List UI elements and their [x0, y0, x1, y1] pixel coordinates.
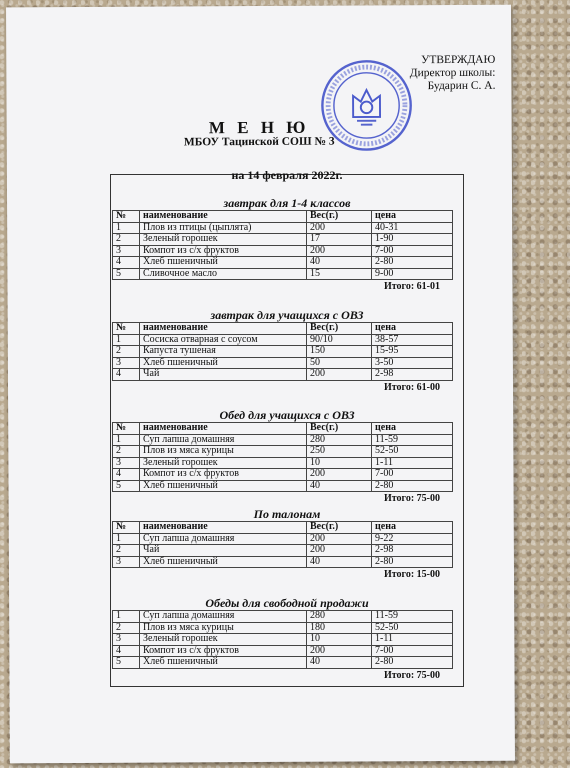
cell-price: 3-50 — [372, 357, 453, 369]
menu-table — [112, 322, 453, 381]
cell-num: 2 — [113, 346, 140, 358]
cell-price: 1-90 — [372, 234, 453, 246]
cell-name: Суп лапша домашняя — [140, 533, 307, 545]
table-row — [113, 357, 453, 369]
table-header-row — [113, 522, 453, 534]
cell-name: Компот из с/х фруктов — [140, 245, 307, 257]
cell-weight: 150 — [307, 346, 372, 358]
cell-price: 52-50 — [372, 446, 453, 458]
cell-num: 1 — [113, 434, 140, 446]
cell-name: Компот из с/х фруктов — [140, 645, 307, 657]
table-row — [113, 346, 453, 358]
cell-weight: 280 — [307, 434, 372, 446]
table-row — [113, 545, 453, 557]
section-title: По талонам — [253, 507, 321, 521]
table-header-row — [113, 423, 453, 435]
cell-name: Хлеб пшеничный — [140, 257, 307, 269]
approval-signer: Бударин С. А. — [427, 79, 496, 93]
menu-table — [112, 210, 453, 280]
cell-price: 15-95 — [372, 346, 453, 358]
cell-name: Зеленый горошек — [140, 234, 307, 246]
menu-date: на 14 февраля 2022г. — [231, 168, 343, 182]
section-total: Итого: 15-00 — [383, 569, 440, 580]
column-header-name: наименование — [140, 423, 307, 435]
cell-weight: 200 — [307, 545, 372, 557]
table-row — [113, 634, 453, 646]
table-row — [113, 611, 453, 623]
cell-price: 9-22 — [372, 533, 453, 545]
table-header-row — [113, 323, 453, 335]
cell-price: 11-59 — [372, 611, 453, 623]
cell-price: 2-80 — [372, 480, 453, 492]
cell-num: 1 — [113, 334, 140, 346]
cell-name: Хлеб пшеничный — [140, 357, 307, 369]
menu-table — [112, 521, 453, 568]
column-header-price: цена — [372, 423, 453, 435]
section-title: завтрак для 1-4 классов — [223, 196, 351, 210]
cell-num: 3 — [113, 357, 140, 369]
cell-weight: 40 — [307, 480, 372, 492]
menu-section — [110, 408, 464, 505]
cell-name: Плов из мяса курицы — [140, 446, 307, 458]
cell-weight: 10 — [307, 634, 372, 646]
cell-num: 3 — [113, 634, 140, 646]
cell-num: 1 — [113, 533, 140, 545]
section-total: Итого: 61-01 — [383, 281, 440, 292]
column-header-weight: Вес(г.) — [307, 522, 372, 534]
cell-weight: 200 — [307, 369, 372, 381]
menu-section — [110, 196, 464, 293]
cell-weight: 10 — [307, 457, 372, 469]
cell-weight: 250 — [307, 446, 372, 458]
cell-price: 40-31 — [372, 222, 453, 234]
approval-position: Директор школы: — [409, 66, 496, 80]
section-title: Обед для учащихся с ОВЗ — [219, 408, 355, 422]
cell-weight: 40 — [307, 657, 372, 669]
cell-name: Плов из мяса курицы — [140, 622, 307, 634]
cell-name: Хлеб пшеничный — [140, 480, 307, 492]
section-title: завтрак для учащихся с ОВЗ — [210, 308, 364, 322]
cell-name: Зеленый горошек — [140, 634, 307, 646]
cell-name: Сосиска отварная с соусом — [140, 334, 307, 346]
cell-weight: 200 — [307, 245, 372, 257]
cell-name: Суп лапша домашняя — [140, 434, 307, 446]
table-row — [113, 446, 453, 458]
cell-price: 7-00 — [372, 469, 453, 481]
cell-num: 3 — [113, 556, 140, 568]
cell-weight: 180 — [307, 622, 372, 634]
cell-name: Чай — [140, 369, 307, 381]
cell-num: 5 — [113, 657, 140, 669]
column-header-name: наименование — [140, 522, 307, 534]
cell-price: 7-00 — [372, 645, 453, 657]
cell-name: Чай — [140, 545, 307, 557]
table-row — [113, 434, 453, 446]
column-header-name: наименование — [140, 211, 307, 223]
cell-num: 3 — [113, 457, 140, 469]
cell-weight: 280 — [307, 611, 372, 623]
section-total: Итого: 75-00 — [383, 493, 440, 504]
cell-price: 2-80 — [372, 556, 453, 568]
approval-block — [410, 54, 496, 93]
cell-price: 2-80 — [372, 657, 453, 669]
section-total: Итого: 75-00 — [383, 669, 440, 681]
table-row — [113, 234, 453, 246]
cell-name: Суп лапша домашняя — [140, 611, 307, 623]
table-row — [113, 480, 453, 492]
cell-weight: 15 — [307, 268, 372, 280]
cell-price: 2-98 — [372, 545, 453, 557]
cell-num: 4 — [113, 645, 140, 657]
menu-section — [110, 308, 464, 394]
column-header-price: цена — [372, 323, 453, 335]
cell-num: 2 — [113, 545, 140, 557]
cell-price: 11-59 — [372, 434, 453, 446]
column-header-weight: Вес(г.) — [307, 211, 372, 223]
cell-weight: 40 — [307, 556, 372, 568]
cell-num: 1 — [113, 611, 140, 623]
column-header-price: цена — [372, 522, 453, 534]
menu-section — [110, 596, 464, 682]
menu-table — [112, 610, 453, 669]
column-header-weight: Вес(г.) — [307, 323, 372, 335]
cell-num: 2 — [113, 446, 140, 458]
table-row — [113, 222, 453, 234]
cell-price: 7-00 — [372, 245, 453, 257]
menu-table — [112, 422, 453, 492]
cell-price: 2-98 — [372, 369, 453, 381]
cell-weight: 200 — [307, 469, 372, 481]
cell-num: 4 — [113, 257, 140, 269]
cell-price: 9-00 — [372, 268, 453, 280]
cell-num: 2 — [113, 234, 140, 246]
section-title: Обеды для свободной продажи — [205, 596, 369, 610]
school-name: МБОУ Тацинской СОШ № 3 — [183, 135, 335, 149]
cell-weight: 200 — [307, 645, 372, 657]
cell-name: Компот из с/х фруктов — [140, 469, 307, 481]
column-header-weight: Вес(г.) — [307, 423, 372, 435]
table-row — [113, 245, 453, 257]
cell-num: 1 — [113, 222, 140, 234]
column-header-name: наименование — [140, 323, 307, 335]
column-header-price: цена — [372, 211, 453, 223]
table-row — [113, 469, 453, 481]
cell-name: Хлеб пшеничный — [140, 657, 307, 669]
cell-num: 3 — [113, 245, 140, 257]
cell-price: 1-11 — [372, 634, 453, 646]
cell-weight: 200 — [307, 533, 372, 545]
cell-num: 5 — [113, 480, 140, 492]
table-row — [113, 334, 453, 346]
approval-heading: УТВЕРЖДАЮ — [421, 53, 496, 67]
cell-weight: 40 — [307, 257, 372, 269]
cell-name: Зеленый горошек — [140, 457, 307, 469]
cell-name: Капуста тушеная — [140, 346, 307, 358]
cell-num: 5 — [113, 268, 140, 280]
table-row — [113, 556, 453, 568]
cell-weight: 200 — [307, 222, 372, 234]
page-title: М Е Н Ю — [208, 117, 310, 138]
cell-price: 38-57 — [372, 334, 453, 346]
table-row — [113, 622, 453, 634]
table-row — [113, 457, 453, 469]
table-row — [113, 257, 453, 269]
table-row — [113, 645, 453, 657]
column-header-num: № — [113, 211, 140, 223]
table-row — [113, 533, 453, 545]
table-row — [113, 657, 453, 669]
cell-weight: 17 — [307, 234, 372, 246]
column-header-num: № — [113, 522, 140, 534]
cell-name: Хлеб пшеничный — [140, 556, 307, 568]
cell-weight: 90/10 — [307, 334, 372, 346]
cell-price: 2-80 — [372, 257, 453, 269]
cell-weight: 50 — [307, 357, 372, 369]
cell-num: 4 — [113, 469, 140, 481]
cell-num: 2 — [113, 622, 140, 634]
cell-num: 4 — [113, 369, 140, 381]
column-header-num: № — [113, 323, 140, 335]
section-total: Итого: 61-00 — [383, 381, 440, 393]
table-header-row — [113, 211, 453, 223]
cell-name: Сливочное масло — [140, 268, 307, 280]
table-row — [113, 369, 453, 381]
table-row — [113, 268, 453, 280]
cell-price: 52-50 — [372, 622, 453, 634]
cell-price: 1-11 — [372, 457, 453, 469]
column-header-num: № — [113, 423, 140, 435]
menu-section — [110, 507, 464, 581]
cell-name: Плов из птицы (цыплята) — [140, 222, 307, 234]
